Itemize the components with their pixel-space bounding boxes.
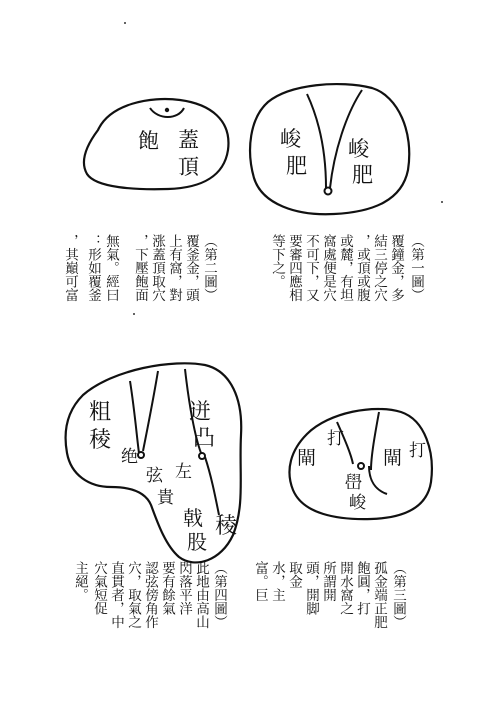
fig3-label-da: 打 (327, 429, 344, 449)
text-block-3-column: 孤金端正肥 (371, 561, 387, 629)
ridge-line (371, 412, 379, 470)
fig2-label-gai: 蓋 (178, 128, 199, 152)
text-block-1-column: ，或頂或腹 (354, 234, 370, 302)
text-block-3-column: 所謂開 (320, 561, 336, 602)
cave-point (138, 452, 144, 458)
text-block-4-column: 直貫者，中 (108, 561, 124, 629)
text-block-4-column: 主絕。 (72, 561, 88, 602)
text-block-3-column: 水，主 (269, 561, 285, 602)
fig4-label-ji: 戟 (183, 506, 203, 530)
hollow-point (165, 108, 169, 112)
text-block-2-column: ，其巔可富 (62, 234, 78, 302)
text-block-3-column: 富。巨 (252, 561, 268, 602)
opening-curve (369, 466, 387, 494)
fig4-label-xian: 弦 (146, 466, 163, 486)
text-block-4-column: 認弦傍角作 (142, 561, 158, 629)
text-block-2-column: 無氣。經曰 (103, 234, 119, 302)
text-block-2-column: 覆釜金，頭 (183, 234, 199, 302)
text-block-3-column: 飽圓，打 (354, 561, 370, 615)
fig2-label-ding: 頂 (178, 155, 199, 179)
fig3-label-jun: 峻 (349, 493, 366, 513)
cave-point (358, 463, 364, 469)
text-block-2-column: ：形如覆釜 (85, 234, 101, 302)
figure-1-diagram (242, 72, 422, 220)
fig3-label-xue: 嶨 (345, 473, 362, 493)
text-block-4-column: 要有餘氣 (159, 561, 175, 615)
fig3-label-zha-2: 閘 (383, 447, 403, 469)
text-block-4-column: 此地由高山 (193, 561, 209, 629)
ridge-line (307, 94, 326, 188)
text-block-2-column: （第二圖） (201, 234, 217, 302)
text-block-3-column: 取金 (286, 561, 302, 588)
fig4-label-leng: 稜 (89, 428, 112, 453)
fig2-label-bao: 飽 (138, 129, 159, 153)
fig4-label-beng: 迸 (189, 400, 212, 425)
text-block-1-column: 或麓，有坦 (337, 234, 353, 302)
fig4-label-zuo: 左 (175, 462, 192, 482)
cave-point (199, 453, 205, 459)
text-block-1-column: 結三停之穴 (371, 234, 387, 302)
text-block-2-column: 涨蓋頂取穴 (149, 234, 165, 302)
fig4-label-leng-2: 稜 (215, 514, 238, 539)
text-block-2-column: ，下壓飽面 (132, 234, 148, 302)
text-block-1-column: （第一圖） (408, 234, 424, 302)
fig1-label-jun: 峻 (348, 137, 369, 161)
text-block-4-column: 穴氣短促 (91, 561, 107, 615)
text-block-1-column: 窩處便是穴 (320, 234, 336, 302)
fig4-label-tu: 凸 (193, 426, 216, 451)
text-block-4-column: 穴，取氣之 (125, 561, 141, 629)
speck-mark (133, 313, 135, 315)
text-block-1-column: 要審四應相 (286, 234, 302, 302)
text-block-1-column: 覆鐘金，多 (388, 234, 404, 302)
fig3-label-zha: 閘 (297, 447, 317, 469)
cave-point (325, 188, 332, 195)
speck-mark (124, 22, 126, 24)
fig1-label-fei: 肥 (352, 163, 373, 187)
ridge-line (143, 371, 158, 451)
fig4-label-cu: 粗 (89, 400, 112, 425)
figure-3-diagram (283, 400, 438, 525)
text-block-3-column: 開水窩之 (337, 561, 353, 615)
fig1-label-fei: 肥 (286, 154, 307, 178)
figure-2-diagram (70, 90, 240, 205)
ridge-line (130, 381, 139, 453)
text-block-4-column: 閃落平洋 (176, 561, 192, 615)
text-block-1-column: 不可下，又 (303, 234, 319, 302)
figure-4-diagram (55, 355, 255, 575)
text-block-1-column: 等下之。 (269, 234, 285, 288)
speck-mark (441, 201, 443, 203)
fig4-label-jue: 绝 (121, 447, 138, 467)
text-block-4-column: （第四圖） (211, 561, 227, 629)
fig4-label-gui: 貴 (157, 488, 174, 508)
fig4-label-gu: 股 (187, 530, 207, 554)
fig3-label-da-2: 打 (409, 441, 426, 461)
ridge-line (205, 457, 219, 515)
text-block-2-column: 上有窩，對 (166, 234, 182, 302)
fig1-label-jun: 峻 (280, 127, 301, 151)
text-block-3-column: 頭，開脚 (303, 561, 319, 615)
text-block-3-column: （第三圖） (390, 561, 406, 629)
